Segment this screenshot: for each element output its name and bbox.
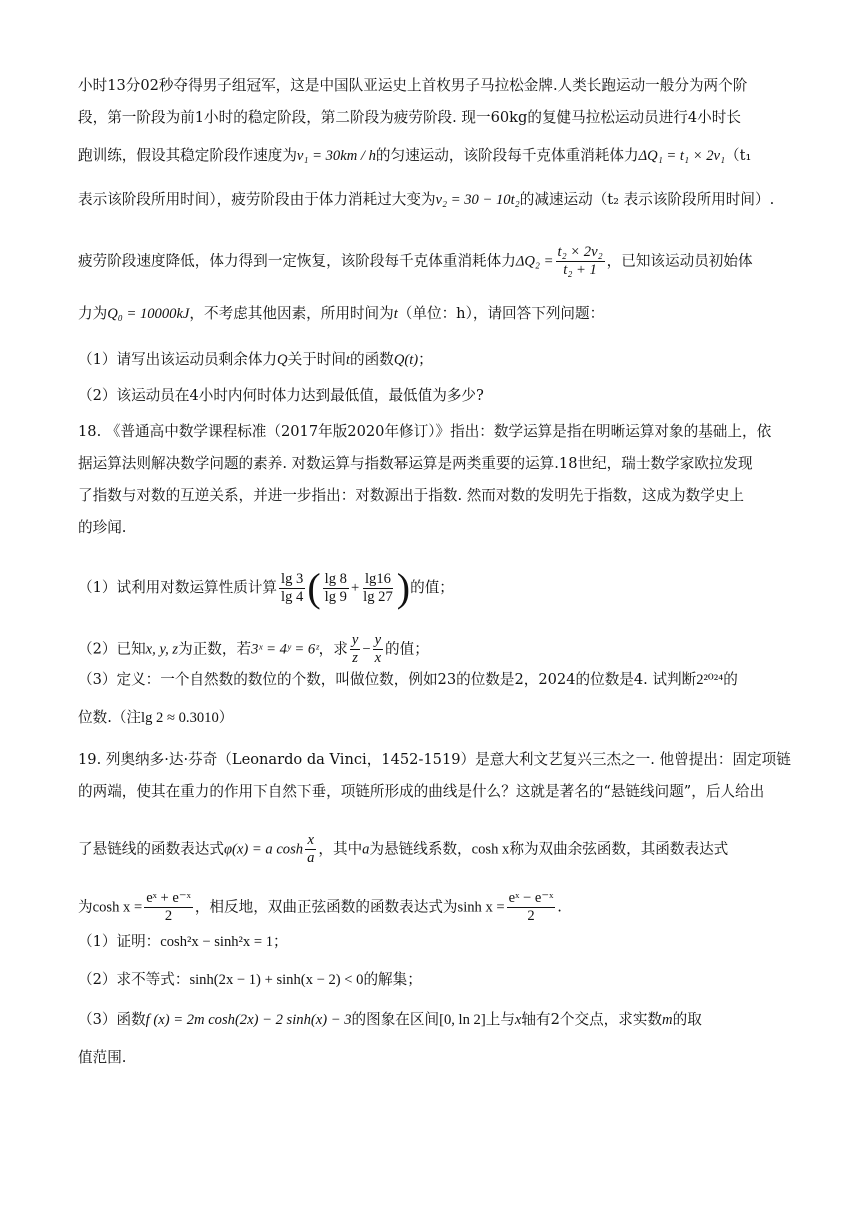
denominator: lg 4 bbox=[281, 588, 304, 605]
formula: m bbox=[662, 1012, 673, 1028]
formula: sinh(2x − 1) + sinh(x − 2) < 0 bbox=[189, 972, 364, 988]
denominator: t₂ + 1 bbox=[563, 262, 597, 278]
fraction bbox=[305, 832, 316, 867]
question-19-1 bbox=[78, 932, 288, 952]
formula: x bbox=[514, 1012, 522, 1028]
text: 力为 bbox=[78, 305, 108, 322]
formula: cosh²x − sinh²x = 1 bbox=[160, 934, 274, 950]
question-19-3 bbox=[78, 1010, 702, 1030]
numerator: y bbox=[374, 632, 382, 648]
text: 的值； bbox=[385, 640, 429, 658]
text-line bbox=[78, 1048, 126, 1068]
text: 的函数 bbox=[350, 351, 394, 368]
formula: ΔQ₂ = bbox=[515, 253, 554, 270]
text: （3）定义：一个自然数的数位的个数，叫做位数，例如23的位数是2，2024的位数是4. 试判断 bbox=[78, 671, 697, 688]
text: ； bbox=[418, 351, 433, 368]
formula: sinh x = bbox=[457, 899, 505, 916]
question-19-2 bbox=[78, 970, 422, 990]
text: （1）试利用对数运算性质计算 bbox=[78, 579, 278, 596]
text: 的减速运动（t₂ 表示该阶段所用时间）. bbox=[519, 191, 775, 208]
fraction bbox=[144, 890, 193, 925]
text: ） bbox=[218, 709, 234, 726]
text-line bbox=[78, 244, 753, 279]
text-line bbox=[78, 76, 747, 96]
denominator: lg 27 bbox=[363, 588, 393, 605]
numerator: lg16 bbox=[364, 570, 391, 587]
text: 称为双曲余弦函数，其函数表达式 bbox=[509, 840, 729, 858]
text: 的值； bbox=[410, 579, 454, 596]
text: 的解集； bbox=[363, 971, 422, 988]
text-line bbox=[78, 518, 126, 538]
text: ，求 bbox=[318, 640, 348, 658]
text: （t₁ bbox=[725, 147, 752, 164]
text: . bbox=[557, 898, 562, 916]
text: 值范围. bbox=[78, 1049, 127, 1066]
text-line bbox=[78, 832, 728, 867]
formula: lg 2 ≈ 0.3010 bbox=[141, 710, 219, 726]
text-line bbox=[78, 422, 771, 442]
text: 据运算法则解决数学问题的素养. 对数运算与指数幂运算是两类重要的运算.18世纪，瑞士数学家欧拉发现 bbox=[78, 455, 753, 472]
text: 了指数与对数的互逆关系，并进一步指出：对数源出于指数. 然而对数的发明先于指数，这成为数学史上 bbox=[78, 487, 745, 504]
formula: Q(t) bbox=[393, 352, 419, 368]
numerator: t₂ × 2v₂ bbox=[557, 244, 603, 260]
text: 跑训练，假设其稳定阶段作速度为 bbox=[78, 147, 297, 164]
formula: x, y, z bbox=[145, 641, 179, 658]
text: ，其中 bbox=[318, 840, 363, 858]
formula: t bbox=[393, 306, 398, 322]
text: 为 bbox=[78, 898, 93, 916]
fraction bbox=[556, 244, 605, 279]
text: 关于时间 bbox=[287, 351, 346, 368]
text-line bbox=[78, 486, 744, 506]
text: （2）该运动员在4小时内何时体力达到最低值，最低值为多少? bbox=[78, 387, 484, 404]
formula: Q₀ = 10000kJ bbox=[107, 306, 190, 322]
text: 疲劳阶段速度降低，体力得到一定恢复，该阶段每千克体重消耗体力 bbox=[78, 252, 516, 270]
question-17-2 bbox=[78, 386, 484, 406]
fraction bbox=[361, 571, 395, 606]
denominator: x bbox=[374, 650, 382, 666]
formula: φ(x) = a cosh bbox=[223, 841, 304, 858]
numerator: eˣ − e⁻ˣ bbox=[508, 890, 554, 906]
numerator: x bbox=[307, 832, 314, 848]
fraction bbox=[350, 632, 360, 667]
question-18-1 bbox=[78, 565, 454, 610]
denominator: a bbox=[307, 850, 315, 866]
text: 了悬链线的函数表达式 bbox=[78, 840, 224, 858]
formula: cosh x bbox=[471, 841, 510, 858]
numerator: eˣ + e⁻ˣ bbox=[146, 890, 191, 906]
text: （2）已知 bbox=[78, 640, 146, 658]
fraction bbox=[279, 571, 305, 606]
denominator: 2 bbox=[164, 908, 173, 924]
text: 段，第一阶段为前1小时的稳定阶段，第二阶段为疲劳阶段. 现一60kg的复健马拉松运动员进行4小时长 bbox=[78, 109, 741, 126]
text: 为正数，若 bbox=[178, 640, 252, 658]
text-line bbox=[78, 890, 562, 925]
formula: 2²⁰²⁴ bbox=[696, 672, 724, 688]
text-line bbox=[78, 108, 741, 128]
text-line bbox=[78, 304, 604, 324]
formula: v₂ = 30 − 10t₂ bbox=[435, 192, 520, 208]
denominator: z bbox=[352, 650, 358, 666]
denominator: lg 9 bbox=[324, 588, 347, 605]
text: 18. 《普通高中数学课程标准（2017年版2020年修订）》指出：数学运算是指在明晰运算对象的基础上，依 bbox=[78, 423, 772, 440]
question-17-1 bbox=[78, 350, 433, 370]
text-line bbox=[78, 782, 764, 802]
formula: a bbox=[362, 841, 370, 858]
text: （1）证明： bbox=[78, 933, 161, 950]
fraction bbox=[373, 632, 383, 667]
right-paren: ) bbox=[396, 565, 411, 610]
text: 小时13分02秒夺得男子组冠军，这是中国队亚运史上首枚男子马拉松金牌.人类长跑运动一般分为两个阶 bbox=[78, 77, 748, 94]
fraction bbox=[507, 890, 556, 925]
text: 位数.（注 bbox=[78, 709, 142, 726]
text: ； bbox=[273, 933, 288, 950]
text: （1）请写出该运动员剩余体力 bbox=[78, 351, 278, 368]
formula: 3ˣ = 4ʸ = 6ᶻ bbox=[251, 641, 319, 658]
numerator: lg 8 bbox=[324, 570, 347, 587]
text: （单位：h），请回答下列问题： bbox=[397, 305, 605, 322]
text: 的取 bbox=[672, 1011, 702, 1028]
text: 的图象在区间 bbox=[351, 1011, 440, 1028]
formula: [0, ln 2] bbox=[439, 1012, 486, 1028]
text: 表示该阶段所用时间），疲劳阶段由于体力消耗过大变为 bbox=[78, 191, 436, 208]
text: 上与 bbox=[485, 1011, 515, 1028]
denominator: 2 bbox=[527, 908, 535, 924]
text: （3）函数 bbox=[78, 1011, 146, 1028]
formula: Q bbox=[277, 352, 288, 368]
text: ，相反地，双曲正弦函数的函数表达式为 bbox=[194, 898, 458, 916]
text: 轴有2个交点，求实数 bbox=[521, 1011, 663, 1028]
formula: f (x) = 2m cosh(2x) − 2 sinh(x) − 3 bbox=[145, 1012, 352, 1028]
plus-sign: + bbox=[350, 580, 360, 596]
minus-sign: − bbox=[362, 641, 371, 658]
formula: t bbox=[345, 352, 351, 368]
text: ，不考虑其他因素，所用时间为 bbox=[189, 305, 394, 322]
text: 的 bbox=[723, 671, 738, 688]
text-line bbox=[78, 146, 751, 166]
text-line bbox=[78, 190, 774, 210]
formula: ΔQ₁ = t₁ × 2v₁ bbox=[638, 148, 726, 164]
fraction bbox=[323, 571, 349, 606]
text: 为悬链线系数， bbox=[369, 840, 472, 858]
text: 的匀速运动，该阶段每千克体重消耗体力 bbox=[375, 147, 639, 164]
question-18-2 bbox=[78, 632, 429, 667]
text: 的两端，使其在重力的作用下自然下垂，项链所形成的曲线是什么？这就是著名的“悬链线问题”，后人给出 bbox=[78, 783, 765, 800]
text: （2）求不等式： bbox=[78, 971, 190, 988]
question-18-3 bbox=[78, 670, 738, 690]
numerator: lg 3 bbox=[281, 570, 304, 587]
text: ，已知该运动员初始体 bbox=[606, 252, 753, 270]
text-line bbox=[78, 708, 233, 728]
text-line bbox=[78, 750, 791, 770]
text: 的珍闻. bbox=[78, 519, 127, 536]
left-paren: ( bbox=[307, 565, 321, 610]
text-line bbox=[78, 454, 753, 474]
text: 19. 列奥纳多·达·芬奇（Leonardo da Vinci，1452-1519）是意大利文艺复兴三杰之一. 他曾提出：固定项链 bbox=[78, 751, 791, 768]
formula: cosh x = bbox=[92, 899, 143, 916]
numerator: y bbox=[351, 632, 359, 648]
formula: v₁ = 30km / h bbox=[296, 148, 376, 164]
